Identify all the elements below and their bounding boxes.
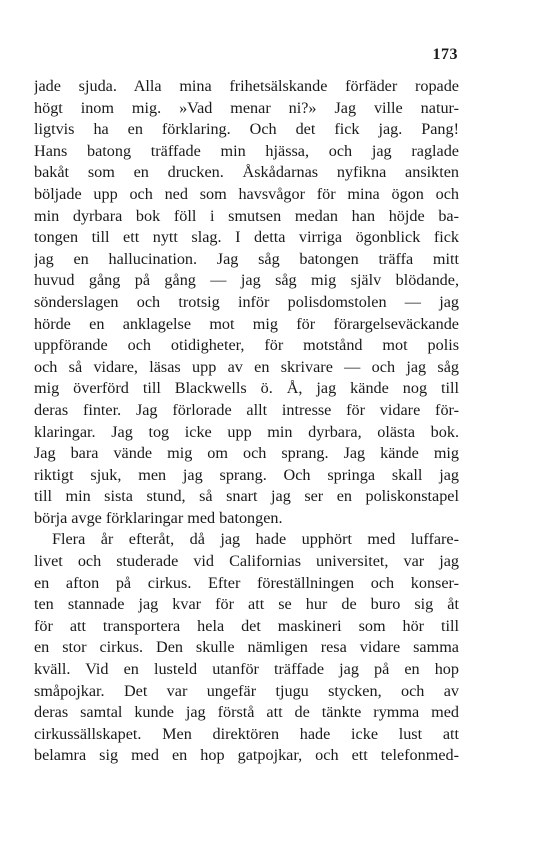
text-line: en afton på cirkus. Efter föreställningen och konser- xyxy=(34,573,459,592)
text-line: deras finter. Jag förlorade allt intresse för vidare för- xyxy=(34,400,459,419)
text-line: sönderslagen och trotsig inför polisdomstolen — jag xyxy=(34,292,459,311)
text-line: böljade upp och ned som havsvågor för mina ögon och xyxy=(34,184,459,203)
text-line: till min sista stund, så snart jag ser en poliskonstapel xyxy=(34,487,459,506)
text-line: kväll. Vid en lusteld utanför träffade jag på en hop xyxy=(34,660,459,679)
text-line: och så vidare, läsas upp av en skrivare — och jag såg xyxy=(34,357,459,376)
text-line: Jag bara vände mig om och sprang. Jag kände mig xyxy=(34,444,459,463)
text-line: riktigt sjuk, men jag sprang. Och springa skall jag xyxy=(34,465,459,484)
body-text xyxy=(34,76,459,767)
text-line: huvud gång på gång — jag såg mig själv blödande, xyxy=(34,271,459,290)
page-number: 173 xyxy=(432,46,458,63)
text-line: uppförande och otidigheter, för motstånd mot polis xyxy=(34,336,459,355)
text-line: jade sjuda. Alla mina frihetsälskande förfäder ropade xyxy=(34,77,459,95)
text-line: klaringar. Jag tog icke upp min dyrbara, olästa bok. xyxy=(34,422,459,441)
text-line: för att transportera hela det maskineri som hör till xyxy=(34,616,459,635)
text-line: cirkussällskapet. Men direktören hade icke lust att xyxy=(34,724,459,743)
text-line: mig överförd till Blackwells ö. Å, jag kände nog till xyxy=(34,379,459,398)
text-line: belamra sig med en hop gatpojkar, och ett telefonmed- xyxy=(34,746,459,765)
paragraph-end-line: börja avge förklaringar med batongen. xyxy=(34,508,283,527)
text-line: Hans batong träffade min hjässa, och jag raglade xyxy=(34,141,459,160)
text-line: högt inom mig. »Vad menar ni?» Jag ville natur- xyxy=(34,98,459,117)
text-line: en stor cirkus. Den skulle nämligen resa vidare samma xyxy=(34,638,459,657)
text-line: bakåt som en drucken. Åskådarnas nyfikna ansikten xyxy=(34,163,459,182)
text-line: småpojkar. Det var ungefär tjugu stycken, och av xyxy=(34,681,459,700)
text-line: min dyrbara bok föll i smutsen medan han höjde ba- xyxy=(34,206,459,225)
text-line: jag en hallucination. Jag såg batongen träffa mitt xyxy=(34,249,459,268)
text-line: tongen till ett nytt slag. I detta virriga ögonblick fick xyxy=(34,228,459,247)
text-line: deras samtal kunde jag förstå att de tänkte rymma med xyxy=(34,703,459,722)
text-line: hörde en anklagelse mot mig för förargelseväckande xyxy=(34,314,459,333)
paragraph-start-line: Flera år efteråt, då jag hade upphört med luffare- xyxy=(52,530,459,549)
text-line: livet och studerade vid Californias universitet, var jag xyxy=(34,552,459,571)
text-line: ten stannade jag kvar för att se hur de buro sig åt xyxy=(34,595,459,614)
text-line: ligtvis ha en förklaring. Och det fick jag. Pang! xyxy=(34,120,459,139)
